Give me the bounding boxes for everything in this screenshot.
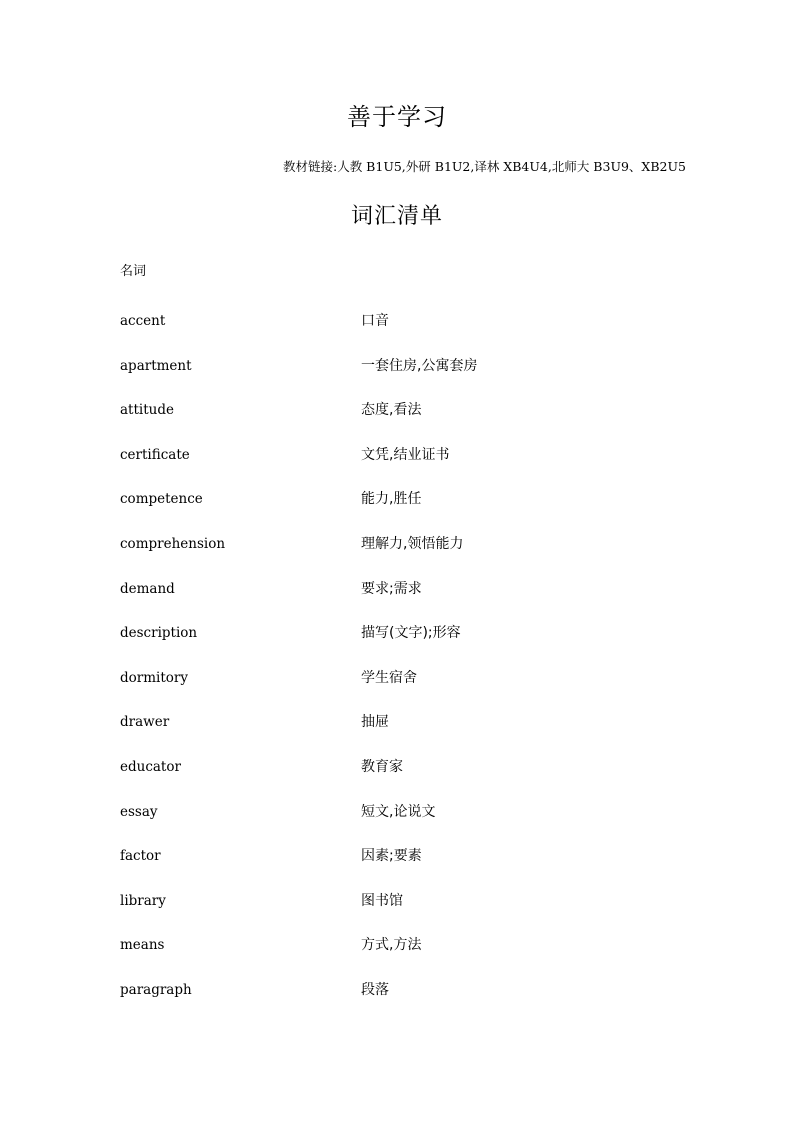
vocab-row bbox=[0, 533, 794, 578]
vocab-word: means bbox=[120, 937, 165, 954]
vocab-row bbox=[0, 667, 794, 712]
vocab-meaning: 短文,论说文 bbox=[361, 803, 436, 820]
vocab-word: factor bbox=[120, 848, 161, 865]
vocab-meaning: 图书馆 bbox=[361, 892, 403, 909]
vocab-meaning: 描写(文字);形容 bbox=[361, 625, 461, 642]
category-label: 名词 bbox=[120, 264, 147, 279]
vocab-word: demand bbox=[120, 580, 175, 597]
vocab-row bbox=[0, 934, 794, 979]
vocab-meaning: 因素;要素 bbox=[361, 848, 422, 865]
vocab-row bbox=[0, 488, 794, 533]
vocab-row bbox=[0, 711, 794, 756]
vocab-word: comprehension bbox=[120, 535, 226, 552]
vocab-word: competence bbox=[120, 491, 203, 508]
vocabulary-list bbox=[0, 310, 794, 1024]
vocab-word: library bbox=[120, 892, 166, 909]
vocab-meaning: 文凭,结业证书 bbox=[361, 446, 450, 463]
vocab-row bbox=[0, 756, 794, 801]
vocab-row bbox=[0, 444, 794, 489]
vocab-row bbox=[0, 310, 794, 355]
vocab-row bbox=[0, 578, 794, 623]
vocab-word: apartment bbox=[120, 357, 192, 374]
vocab-meaning: 口音 bbox=[361, 313, 389, 329]
vocab-word: essay bbox=[120, 803, 158, 820]
textbook-links: 教材链接:人教 B1U5,外研 B1U2,译林 XB4U4,北师大 B3U9、XB2U5 bbox=[283, 159, 686, 174]
vocab-meaning: 抽屉 bbox=[361, 714, 389, 731]
vocab-meaning: 教育家 bbox=[361, 758, 403, 775]
vocab-word: accent bbox=[120, 313, 166, 329]
vocab-meaning: 态度,看法 bbox=[361, 402, 422, 419]
vocab-row bbox=[0, 801, 794, 846]
page-title: 善于学习 bbox=[347, 103, 447, 131]
vocab-meaning: 能力,胜任 bbox=[361, 491, 422, 508]
vocab-word: dormitory bbox=[120, 669, 188, 686]
vocab-meaning: 方式,方法 bbox=[361, 937, 422, 954]
vocab-meaning: 要求;需求 bbox=[361, 580, 422, 597]
vocab-word: certificate bbox=[120, 446, 190, 463]
vocab-meaning: 理解力,领悟能力 bbox=[361, 535, 464, 552]
vocab-row bbox=[0, 845, 794, 890]
vocab-word: attitude bbox=[120, 402, 174, 419]
section-title: 词汇清单 bbox=[350, 204, 443, 229]
vocab-meaning: 一套住房,公寓套房 bbox=[361, 357, 478, 374]
vocab-row bbox=[0, 355, 794, 400]
vocab-word: paragraph bbox=[120, 981, 192, 998]
vocab-meaning: 学生宿舍 bbox=[361, 669, 417, 686]
vocab-row bbox=[0, 890, 794, 935]
vocab-word: drawer bbox=[120, 714, 170, 731]
vocab-word: description bbox=[120, 625, 198, 642]
vocab-meaning: 段落 bbox=[361, 981, 389, 998]
vocab-row bbox=[0, 979, 794, 1024]
vocab-word: educator bbox=[120, 758, 181, 775]
vocab-row bbox=[0, 622, 794, 667]
vocab-row bbox=[0, 399, 794, 444]
